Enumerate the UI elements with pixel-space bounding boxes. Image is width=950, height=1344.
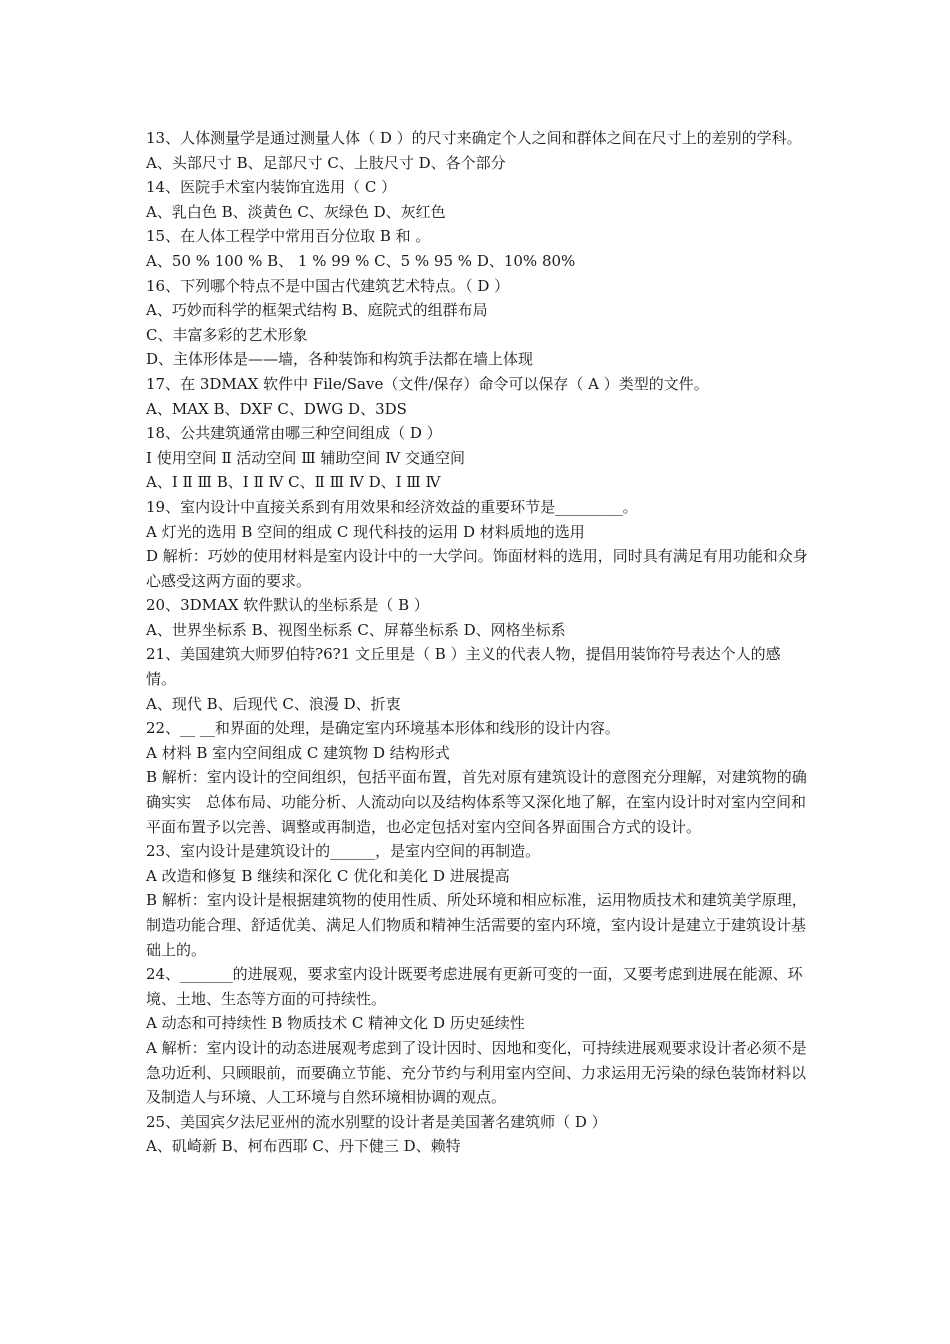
options-20: A、世界坐标系 B、视图坐标系 C、屏幕坐标系 D、网格坐标系 bbox=[146, 620, 566, 639]
question-21: 21、美国建筑大师罗伯特?6?1 文丘里是（ B ）主义的代表人物，提倡用装饰符号表达个人的感情。 bbox=[146, 645, 781, 689]
question-23: 23、室内设计是建筑设计的______，是室内空间的再制造。 bbox=[146, 842, 541, 861]
analysis-23: B 解析：室内设计是根据建筑物的使用性质、所处环境和相应标准，运用物质技术和建筑美学原理，制造功能合理、舒适优美、满足人们物质和精神生活需要的室内环境，室内设计是建立于建筑设计基础上的。 bbox=[146, 891, 807, 959]
analysis-19: D 解析：巧妙的使用材料是室内设计中的一大学问。饰面材料的选用，同时具有满足有用功能和众身心感受这两方面的要求。 bbox=[146, 547, 808, 590]
options-17: A、MAX B、DXF C、DWG D、3DS bbox=[146, 399, 407, 418]
question-18: 18、公共建筑通常由哪三种空间组成（ D ） bbox=[146, 424, 442, 443]
options-16-ab: A、巧妙而科学的框架式结构 B、庭院式的组群布局 bbox=[146, 301, 488, 320]
options-15: A、50 % 100 % B、 1 % 99 % C、5 % 95 % D、10% 80% bbox=[146, 251, 576, 270]
items-18: Ⅰ 使用空间 Ⅱ 活动空间 Ⅲ 辅助空间 Ⅳ 交通空间 bbox=[146, 448, 465, 467]
question-24: 24、_______的进展观，要求室内设计既要考虑进展有更新可变的一面，又要考虑到进展在能源、环境、土地、生态等方面的可持续性。 bbox=[146, 965, 803, 1008]
options-19: A 灯光的选用 B 空间的组成 C 现代科技的运用 D 材料质地的选用 bbox=[146, 522, 585, 541]
question-19: 19、室内设计中直接关系到有用效果和经济效益的重要环节是_________。 bbox=[146, 497, 638, 516]
question-22: 22、__ __和界面的处理，是确定室内环境基本形体和线形的设计内容。 bbox=[146, 719, 620, 738]
question-17: 17、在 3DMAX 软件中 File/Save（文件/保存）命令可以保存（ A ）类型的文件。 bbox=[146, 374, 709, 393]
options-24: A 动态和可持续性 B 物质技术 C 精神文化 D 历史延续性 bbox=[146, 1014, 525, 1033]
question-13: 13、人体测量学是通过测量人体（ D ）的尺寸来确定个人之间和群体之间在尺寸上的差别的学科。 bbox=[146, 129, 802, 147]
options-16-c: C、丰富多彩的艺术形象 bbox=[146, 325, 308, 344]
options-18: A、Ⅰ Ⅱ Ⅲ B、Ⅰ Ⅱ Ⅳ C、Ⅱ Ⅲ Ⅳ D、Ⅰ Ⅲ Ⅳ bbox=[146, 473, 441, 492]
options-16-d: D、主体形体是——墙，各种装饰和构筑手法都在墙上体现 bbox=[146, 350, 534, 369]
options-21: A、现代 B、后现代 C、浪漫 D、折衷 bbox=[146, 694, 401, 713]
analysis-24: A 解析：室内设计的动态进展观考虑到了设计因时、因地和变化，可持续进展观要求设计者必须不是急功近利、只顾眼前，而要确立节能、充分节约与利用室内空间、力求运用无污染的绿色装饰材料以及制造人与环境、人工环境与自然环境相协调的观点。 bbox=[146, 1038, 807, 1107]
options-23: A 改造和修复 B 继续和深化 C 优化和美化 D 进展提高 bbox=[146, 866, 510, 885]
analysis-22: B 解析：室内设计的空间组织，包括平面布置，首先对原有建筑设计的意图充分理解，对建筑物的确确实实 总体布局、功能分析、人流动向以及结构体系等又深化地了解，在室内设计时对室内空间和平面布置予以完善、调整或再制造，也必定包括对室内空间各界面围合方式的设计。 bbox=[146, 768, 807, 836]
options-22: A 材料 B 室内空间组成 C 建筑物 D 结构形式 bbox=[146, 743, 450, 762]
question-15: 15、在人体工程学中常用百分位取 B 和 。 bbox=[146, 227, 431, 246]
question-20: 20、3DMAX 软件默认的坐标系是（ B ） bbox=[146, 596, 429, 615]
options-25: A、矶崎新 B、柯布西耶 C、丹下健三 D、赖特 bbox=[146, 1137, 461, 1156]
question-25: 25、美国宾夕法尼亚州的流水别墅的设计者是美国著名建筑师（ D ） bbox=[146, 1112, 607, 1131]
question-16: 16、下列哪个特点不是中国古代建筑艺术特点。（ D ） bbox=[146, 276, 510, 295]
question-14: 14、医院手术室内装饰宜选用（ C ） bbox=[146, 178, 397, 197]
document-body bbox=[146, 126, 808, 1159]
options-14: A、乳白色 B、淡黄色 C、灰绿色 D、灰红色 bbox=[146, 202, 446, 221]
options-13: A、头部尺寸 B、足部尺寸 C、上肢尺寸 D、各个部分 bbox=[146, 153, 506, 172]
